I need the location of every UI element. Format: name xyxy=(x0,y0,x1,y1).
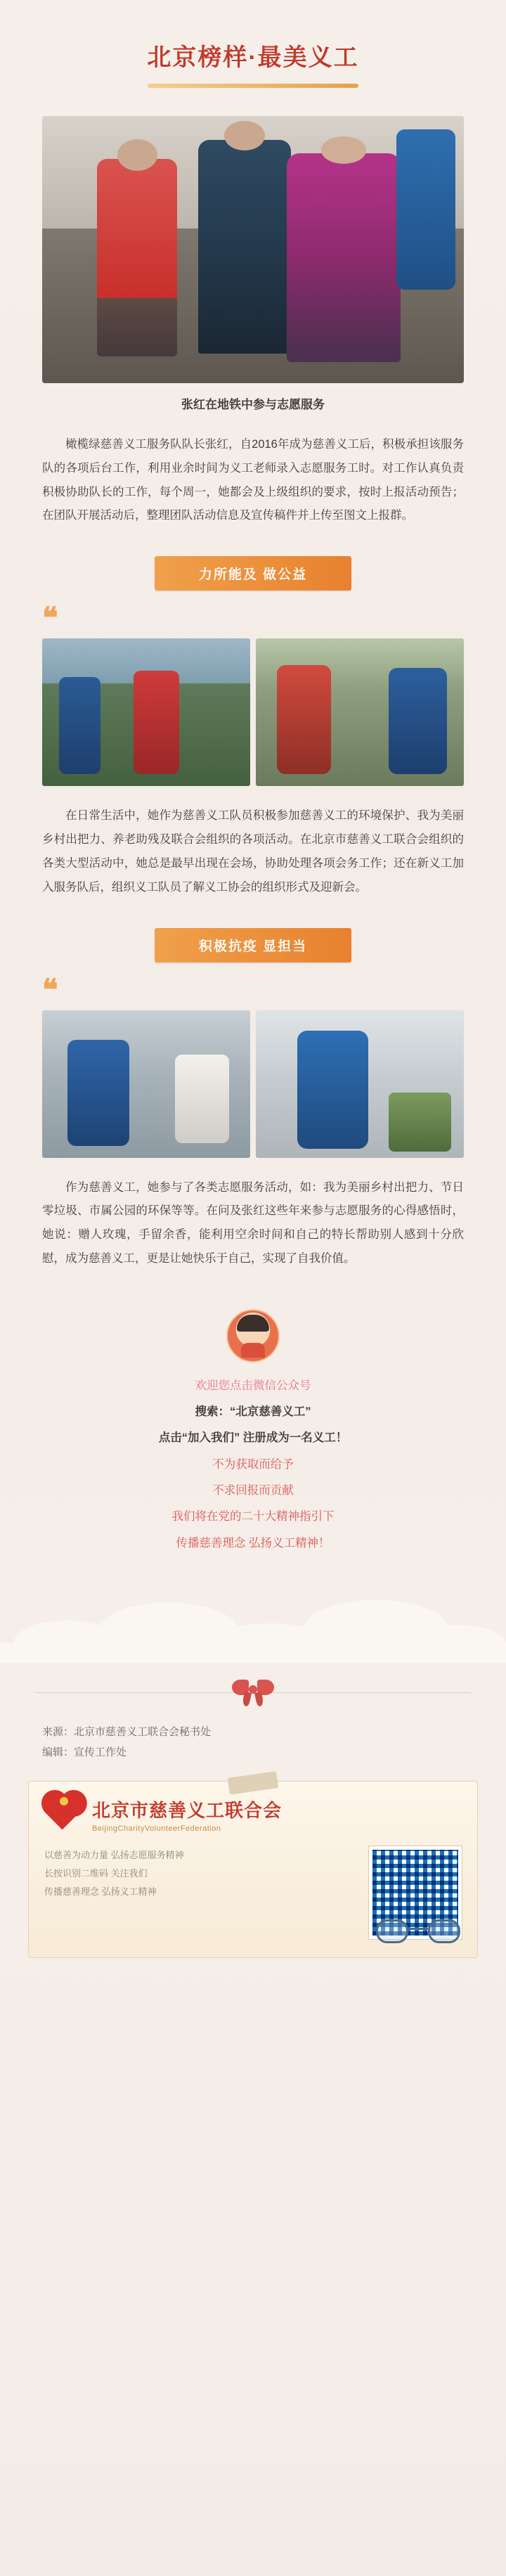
follow-welcome: 欢迎您点击微信公众号 xyxy=(195,1379,311,1392)
title-underline xyxy=(148,84,358,88)
follow-slogan-1: 不为获取而给予 xyxy=(212,1457,294,1471)
photo-figure-child xyxy=(97,159,177,356)
glasses-right-lens xyxy=(428,1919,460,1943)
section-banner-2 xyxy=(155,928,351,962)
glasses-left-lens xyxy=(376,1919,408,1943)
section-2-photo-left xyxy=(42,1010,250,1158)
org-name: 北京市慈善义工联合会 xyxy=(92,1800,283,1822)
footer-line-2: 长按识别二维码 关注我们 xyxy=(44,1868,148,1879)
source-block xyxy=(42,1722,464,1763)
cloud-shape xyxy=(408,1625,506,1663)
charity-heart-logo-icon xyxy=(44,1794,82,1835)
footer-line-1: 以慈善为动力量 弘扬志愿服务精神 xyxy=(44,1850,184,1861)
section-banner-1-label: 力所能及 做公益 xyxy=(155,556,351,591)
volunteer-avatar-icon xyxy=(226,1309,280,1363)
follow-slogan-4: 传播慈善理念 弘扬义工精神！ xyxy=(176,1536,330,1550)
section-1-photos xyxy=(42,638,464,786)
paper-tape-icon xyxy=(228,1771,279,1795)
glasses-bridge xyxy=(408,1928,428,1930)
quote-mark-icon: ❝ xyxy=(42,600,58,636)
section-banner-2-label: 积极抗疫 显担当 xyxy=(155,928,351,962)
section-1-paragraph: 在日常生活中，她作为慈善义工队员积极参加慈善义工的环境保护、我为美丽乡村出把力、养老助残及联合会组织的各项活动。在北京市慈善义工联合会组织的各类大型活动中，她总是最早出现在会场，协助处理各项会务工作；还在新义工加入服务队后，组织义工队员了解义工协会的组织形式及迎新会。 xyxy=(42,809,464,894)
follow-slogan-2: 不求回报而贡献 xyxy=(212,1484,294,1498)
footer-line-3: 传播慈善理念 弘扬义工精神 xyxy=(44,1886,157,1898)
ribbon-bow-icon xyxy=(232,1675,274,1708)
source-line-1: 来源：北京市慈善义工联合会秘书处 xyxy=(42,1726,212,1739)
quote-row-1 xyxy=(42,600,464,636)
section-2-photos xyxy=(42,1010,464,1158)
page-title: 北京榜样·最美义工 xyxy=(147,44,359,71)
hero-photo xyxy=(42,116,464,383)
section-2-photo-right xyxy=(256,1010,464,1158)
cloud-divider xyxy=(0,1578,506,1663)
section-2-paragraph: 作为慈善义工，她参与了各类志愿服务活动，如：我为美丽乡村出把力、节日零垃圾、市属公园的环保等等。在问及张红这些年来参与志愿服务的心得感悟时，她说：赠人玫瑰，手留余香，能利用空余时间和自己的特长帮助别人感到十分欣慰，成为慈善义工，更是让她快乐于自己，实现了自我价值。 xyxy=(42,1180,464,1265)
bow-divider xyxy=(35,1675,471,1711)
footer-card-lines xyxy=(44,1846,356,1939)
hero-photo-block xyxy=(42,116,464,415)
source-line-2: 编辑：宣传工作处 xyxy=(42,1746,127,1758)
section-1-photo-right xyxy=(256,638,464,786)
follow-search-line: 搜索：“北京慈善义工” xyxy=(195,1405,311,1419)
hero-caption: 张红在地铁中参与志愿服务 xyxy=(181,398,325,411)
paragraph-1: 橄榄绿慈善义工服务队队长张红，自2016年成为慈善义工后，积极承担该服务队的各项后台工作，利用业余时间为义工老师录入志愿服务工时。对工作认真负责积极协助队长的工作，每个周一，她都会及上级组织的要求，按时上报活动预告；在团队开展活动后，整理团队活动信息及宣传稿件并上传至图文上报群。 xyxy=(42,438,464,522)
photo-figure-volunteer xyxy=(287,153,401,361)
quote-mark-icon: ❝ xyxy=(42,972,58,1007)
section-1-photo-left xyxy=(42,638,250,786)
org-name-en: BeijingCharityVolunteerFederation xyxy=(92,1824,221,1834)
follow-join-line[interactable]: 点击“加入我们” 注册成为一名义工！ xyxy=(158,1431,348,1445)
quote-row-2 xyxy=(42,972,464,1007)
bow-knot xyxy=(249,1685,257,1694)
follow-block xyxy=(42,1309,464,1554)
section-banner-1 xyxy=(155,556,351,591)
glasses-icon xyxy=(376,1919,460,1947)
page-title-wrap xyxy=(0,0,506,101)
footer-card xyxy=(28,1781,478,1958)
follow-slogan-3: 我们将在党的二十大精神指引下 xyxy=(171,1510,335,1524)
photo-figure-man xyxy=(198,140,291,354)
footer-card-header xyxy=(44,1794,462,1835)
photo-figure-bystander xyxy=(396,129,455,290)
